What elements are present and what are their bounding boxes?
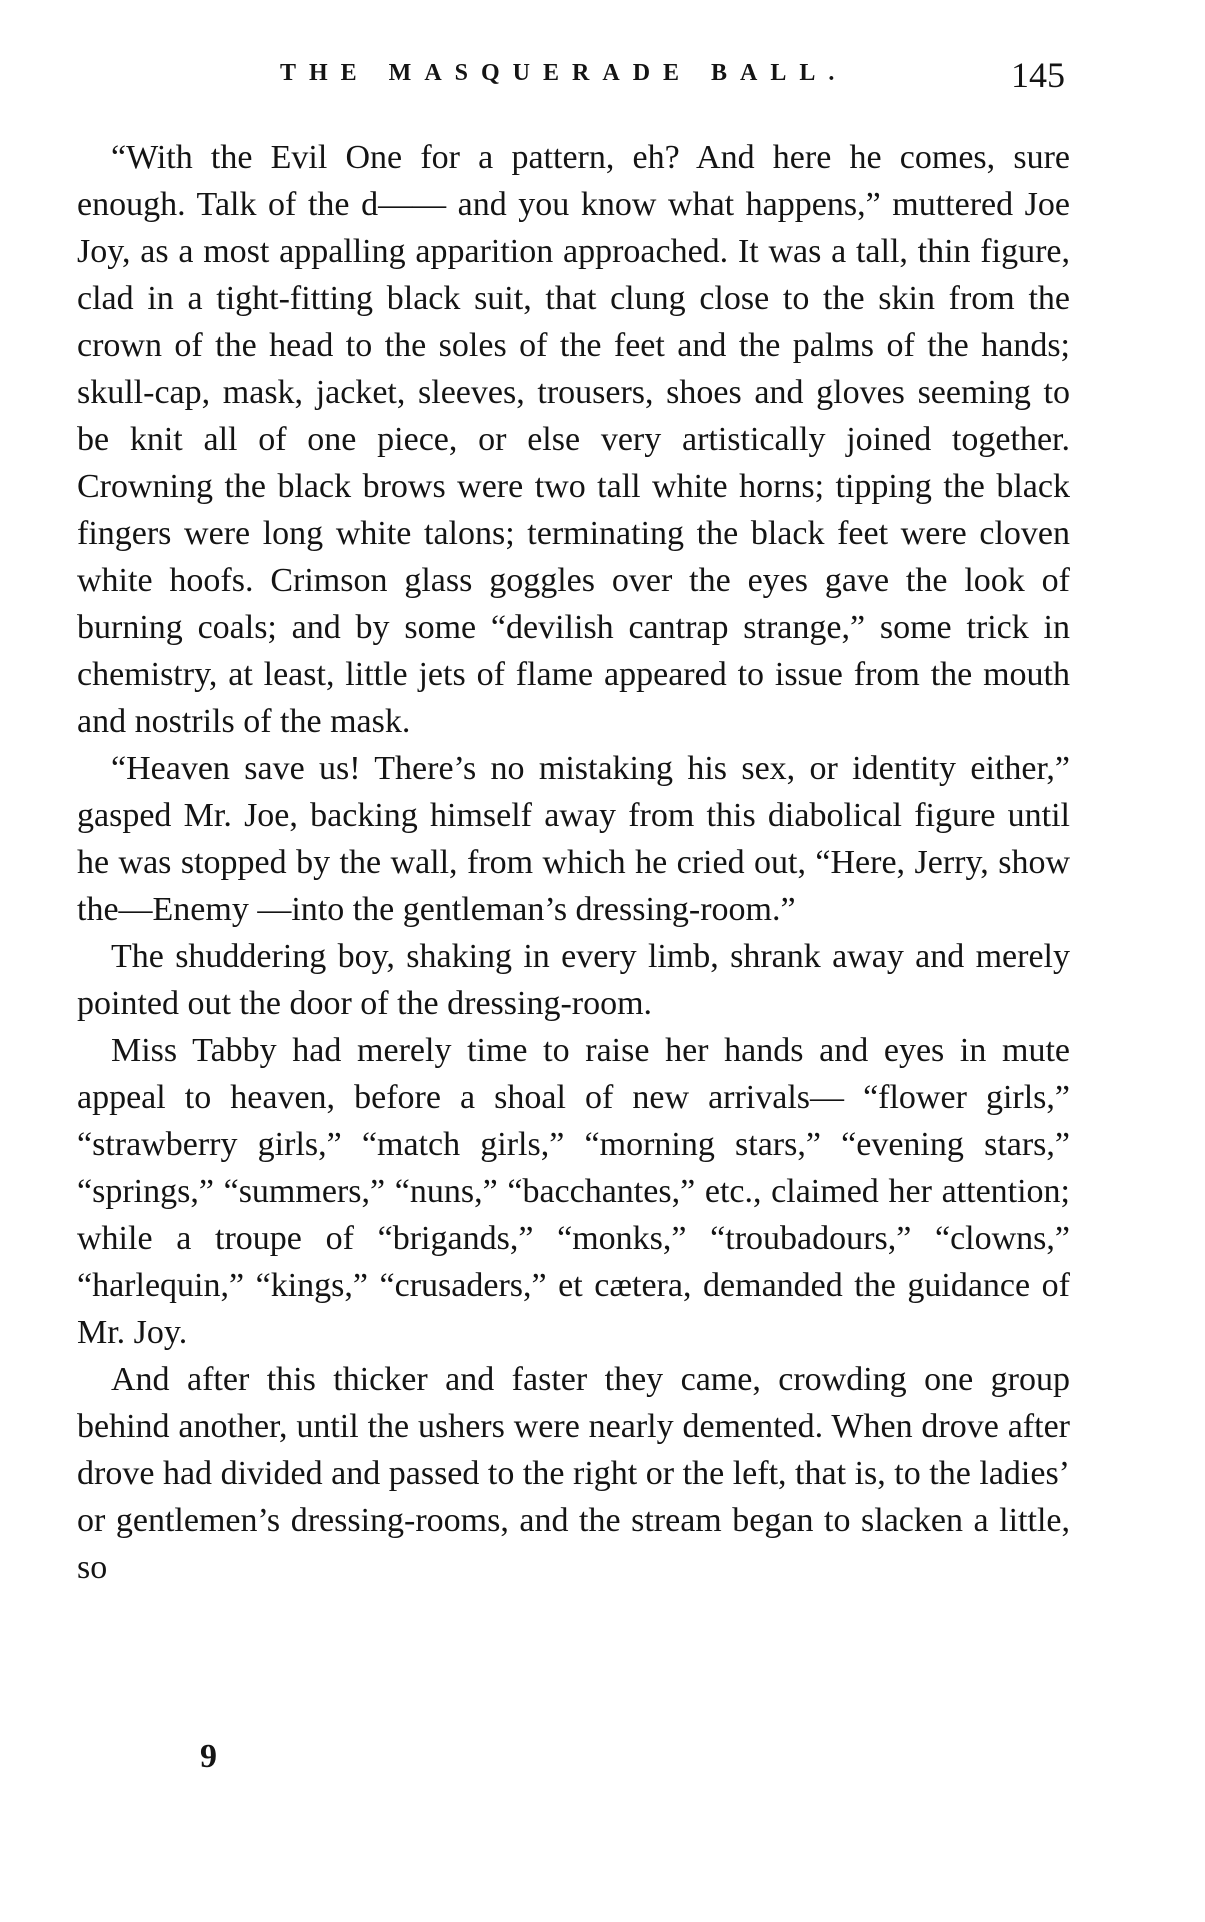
- paragraph-heaven-save-us: “Heaven save us! There’s no mistaking his sex, or identity either,” gasped Mr. Joe, backing himself away from this diabolical figure until he was stopped by the wall, from which he cried out, “Here, Jerry, show the—Enemy —into the gentleman’s dressing-room.”: [77, 750, 1070, 928]
- paragraph-miss-tabby: Miss Tabby had merely time to raise her hands and eyes in mute appeal to heaven, before a shoal of new arrivals— “flower girls,” “strawberry girls,” “match girls,” “morning stars,” “evening stars,” “springs,” “summers,” “nuns,” “bacchantes,” etc., claimed her attention; while a troupe of “brigands,” “monks,” “troubadours,” “clowns,” “harlequin,” “kings,” “crusaders,” et cætera, demanded the guidance of Mr. Joy.: [77, 1032, 1070, 1351]
- body-text: [77, 134, 1070, 1591]
- paragraph-shuddering-boy: The shuddering boy, shaking in every limb, shrank away and merely pointed out the door of the dressing-room.: [77, 938, 1070, 1022]
- page-number: 145: [1011, 55, 1065, 95]
- paragraph-thicker-and-faster: And after this thicker and faster they came, crowding one group behind another, until the ushers were nearly demented. When drove after drove had divided and passed to the right or the left, that is, to the ladies’ or gentlemen’s dressing-rooms, and the stream began to slacken a little, so: [77, 1361, 1070, 1586]
- running-head: [120, 54, 1065, 94]
- paragraph-apparition: “With the Evil One for a pattern, eh? And here he comes, sure enough. Talk of the d—— and you know what happens,” muttered Joe Joy, as a most appalling apparition approached. It was a tall, thin figure, clad in a tight-fitting black suit, that clung close to the skin from the crown of the head to the soles of the feet and the palms of the hands; skull-cap, mask, jacket, sleeves, trousers, shoes and gloves seeming to be knit all of one piece, or else very artistically joined together. Crowning the black brows were two tall white horns; tipping the black fingers were long white talons; terminating the black feet were cloven white hoofs. Crimson glass goggles over the eyes gave the look of burning coals; and by some “devilish cantrap strange,” some trick in chemistry, at least, little jets of flame appeared to issue from the mouth and nostrils of the mask.: [77, 139, 1070, 740]
- signature-mark: 9: [200, 1738, 217, 1775]
- running-title: THE MASQUERADE BALL.: [280, 60, 848, 86]
